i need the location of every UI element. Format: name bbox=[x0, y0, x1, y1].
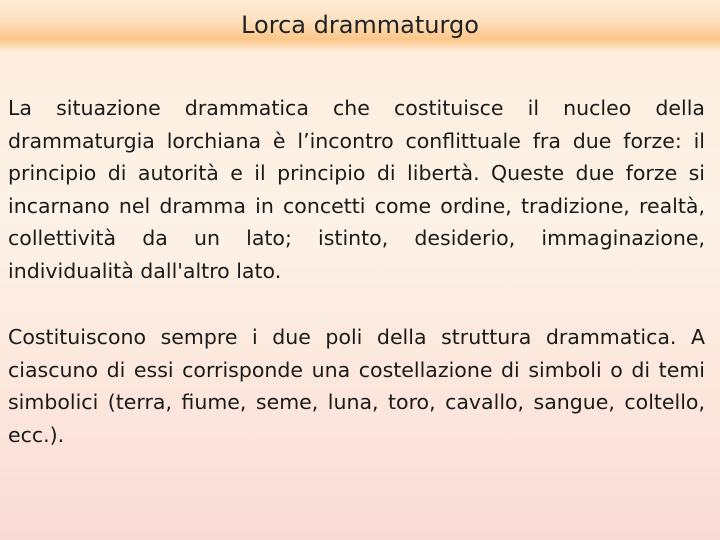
paragraph-2: Costituiscono sempre i due poli della struttura drammatica. A ciascuno di essi corrisponde una costellazione di simboli o di temi simbolici (terra, fiume, seme, luna, toro, cavallo, sangue, coltello, ecc.). bbox=[8, 325, 705, 447]
slide-title: Lorca drammaturgo bbox=[241, 11, 479, 39]
slide-body bbox=[8, 92, 705, 451]
paragraph-1: La situazione drammatica che costituisce il nucleo della drammaturgia lorchiana è l’incontro conflittuale fra due forze: il principio di autorità e il principio di libertà. Queste due forze si incarnano nel dramma in concetti come ordine, tradizione, realtà, collettività da un lato; istinto, desiderio, immaginazione, individualità dall'altro lato. bbox=[8, 96, 705, 283]
